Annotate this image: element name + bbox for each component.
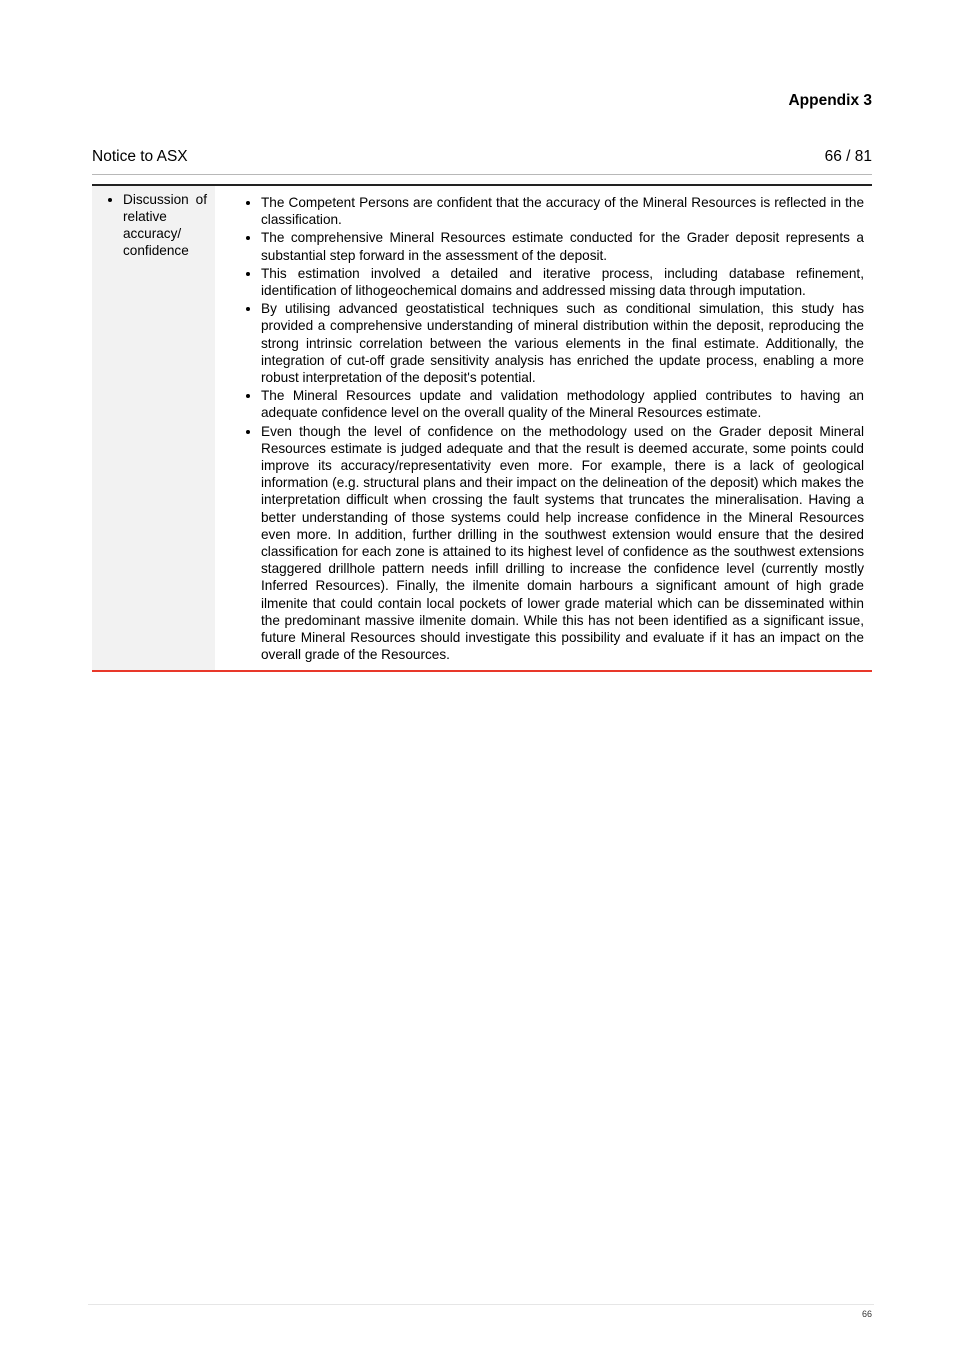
commentary-bullet: • By utilising advanced geostatistical techniques such as conditional simulation, this study has provided a comprehensive understanding of mineral distribution within the deposit, reproducing the strong intrinsic correlation between the various elements in the final estimate. Additionally, the integration of cut-off grade sensitivity analysis has enriched the update process, enabling a more robust interpretation of the deposit's potential. (261, 300, 864, 386)
footer-divider (88, 1304, 874, 1305)
criterion-cell (92, 186, 215, 670)
commentary-bullet: • Even though the level of confidence on the methodology used on the Grader deposit Mineral Resources estimate is judged adequate and that the result is deemed accurate, some points could improve its accuracy/representativity even more. For example, there is a lack of geological information (e.g. structural plans and their impact on the delineation of the deposit) which makes the interpretation difficult when crossing the fault systems that truncates the mineralisation. Having a better understanding of those systems could help increase confidence in the Mineral Resources even more. In addition, further drilling in the southwest extension would ensure that the desired classification for each zone is attained to its highest level of confidence as the southwest extensions staggered drillhole pattern needs infill drilling to increase the confidence level (currently mostly Inferred Resources). Finally, the ilmenite domain harbours a significant amount of high grade ilmenite that could contain local pockets of lower grade material which can be disseminated within the predominant massive ilmenite domain. While this has not been identified as a significant issue, future Mineral Resources should investigate this possibility and evaluate if it has an impact on the overall grade of the Resources. (261, 423, 864, 664)
commentary-bullet: • The Mineral Resources update and validation methodology applied contributes to having an adequate confidence level on the overall quality of the Mineral Resources estimate. (261, 387, 864, 421)
page-counter: 66 / 81 (824, 148, 872, 165)
commentary-bullet: • The comprehensive Mineral Resources estimate conducted for the Grader deposit represents a substantial step forward in the assessment of the deposit. (261, 229, 864, 263)
jorc-criteria-table (92, 184, 872, 672)
footer-page-number: 66 (861, 1309, 872, 1319)
commentary-bullet: • This estimation involved a detailed and iterative process, including database refinement, identification of lithogeochemical domains and addressed missing data through imputation. (261, 265, 864, 299)
commentary-cell (215, 186, 872, 670)
document-name: Notice to ASX (92, 148, 188, 165)
commentary-bullet: • The Competent Persons are confident that the accuracy of the Mineral Resources is reflected in the classification. (261, 194, 864, 228)
criterion-label: • Discussion of relative accuracy/ confidence (123, 191, 207, 259)
appendix-title: Appendix 3 (788, 92, 872, 109)
document-header (92, 148, 872, 175)
